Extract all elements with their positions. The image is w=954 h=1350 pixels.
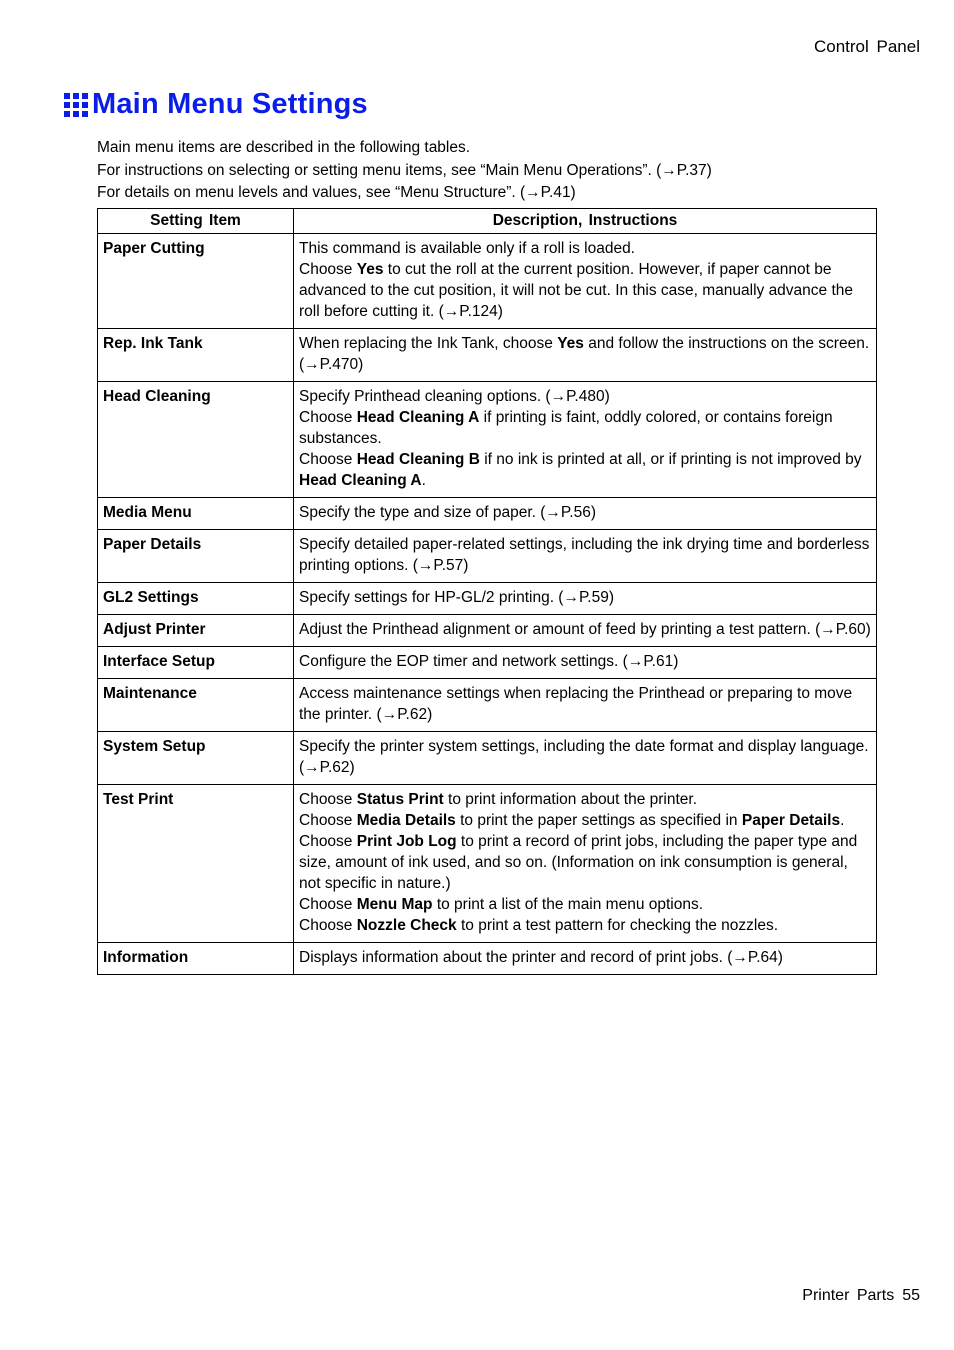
table-row xyxy=(98,943,877,975)
description-text: to print a list of the main menu options. xyxy=(432,896,704,913)
table-body xyxy=(98,234,877,975)
table-row xyxy=(98,530,877,583)
description-line xyxy=(299,683,871,725)
description-line xyxy=(299,407,871,449)
description-emphasis: Nozzle Check xyxy=(356,917,457,934)
description-cell xyxy=(294,329,877,382)
description-text: Choose xyxy=(299,833,357,850)
description-text: This command is available only if a roll is loaded. xyxy=(299,240,635,257)
description-text: if no ink is printed at all, or if printing is not improved by xyxy=(479,451,862,468)
footer-section: Printer Parts xyxy=(802,1287,895,1304)
table-row xyxy=(98,647,877,679)
description-line xyxy=(299,789,871,810)
description-text: Choose xyxy=(299,917,357,934)
setting-item-cell xyxy=(98,234,294,329)
description-text: . xyxy=(840,812,845,829)
page-title-block xyxy=(64,88,368,121)
page-title: Main Menu Settings xyxy=(92,88,368,120)
description-text: Choose xyxy=(299,409,357,426)
description-line xyxy=(299,810,871,831)
setting-item-cell xyxy=(98,329,294,382)
description-emphasis: Status Print xyxy=(356,791,444,808)
setting-item-cell xyxy=(98,647,294,679)
intro-line: Main menu items are described in the following tables. xyxy=(97,139,471,156)
intro-line: For details on menu levels and values, see “Menu Structure”. (→P.41) xyxy=(97,184,576,201)
table-row xyxy=(98,732,877,785)
setting-item-cell xyxy=(98,679,294,732)
setting-item-name: Adjust Printer xyxy=(103,621,206,638)
running-header: Control Panel xyxy=(813,37,920,56)
description-cell xyxy=(294,615,877,647)
setting-item-name: Head Cleaning xyxy=(103,388,211,405)
description-cell xyxy=(294,382,877,498)
description-text: Choose xyxy=(299,451,357,468)
description-line xyxy=(299,915,871,936)
table-row xyxy=(98,234,877,329)
table-row xyxy=(98,583,877,615)
page-number: 55 xyxy=(902,1287,920,1304)
setting-item-name: Test Print xyxy=(103,791,174,808)
description-line xyxy=(299,259,871,322)
description-cell xyxy=(294,943,877,975)
description-cell xyxy=(294,234,877,329)
description-text: Choose xyxy=(299,812,357,829)
description-line xyxy=(299,831,871,894)
setting-item-name: Media Menu xyxy=(103,504,192,521)
description-line xyxy=(299,502,871,523)
description-text: to print the paper settings as specified in xyxy=(455,812,742,829)
description-emphasis: Yes xyxy=(557,335,584,352)
column-header-setting-item: Setting Item xyxy=(98,209,294,234)
description-emphasis: Paper Details xyxy=(741,812,841,829)
description-text: to print a test pattern for checking the nozzles. xyxy=(456,917,779,934)
setting-item-name: Maintenance xyxy=(103,685,197,702)
description-text: Choose xyxy=(299,896,357,913)
description-text: Specify the type and size of paper. (→P.56) xyxy=(299,504,596,521)
description-cell xyxy=(294,732,877,785)
description-text: Specify Printhead cleaning options. (→P.480) xyxy=(299,388,610,405)
setting-item-cell xyxy=(98,943,294,975)
description-text: When replacing the Ink Tank, choose xyxy=(299,335,558,352)
description-line xyxy=(299,619,871,640)
description-text: Adjust the Printhead alignment or amount of feed by printing a test pattern. (→P.60) xyxy=(299,621,871,638)
description-cell xyxy=(294,647,877,679)
description-text: and follow the instructions on the screen. (→P.470) xyxy=(299,335,870,373)
setting-item-cell xyxy=(98,615,294,647)
description-line xyxy=(299,651,871,672)
setting-item-cell xyxy=(98,530,294,583)
description-emphasis: Print Job Log xyxy=(356,833,457,850)
description-line xyxy=(299,333,871,375)
setting-item-name: Rep. Ink Tank xyxy=(103,335,203,352)
setting-item-name: Paper Details xyxy=(103,536,202,553)
description-text: to cut the roll at the current position. However, if paper cannot be advanced to the cut position, it will not be cut. In this case, manually advance the roll before cutting it. (→P.124) xyxy=(299,261,854,320)
description-text: Specify the printer system settings, including the date format and display language. (→P.62) xyxy=(299,738,869,776)
setting-item-name: Interface Setup xyxy=(103,653,215,670)
description-emphasis: Head Cleaning A xyxy=(299,472,422,489)
description-emphasis: Media Details xyxy=(356,812,456,829)
description-cell xyxy=(294,498,877,530)
description-line xyxy=(299,534,871,576)
description-text: Configure the EOP timer and network settings. (→P.61) xyxy=(299,653,679,670)
description-line xyxy=(299,238,871,259)
table-row xyxy=(98,498,877,530)
setting-item-cell xyxy=(98,583,294,615)
table-row xyxy=(98,615,877,647)
table-row xyxy=(98,382,877,498)
description-line xyxy=(299,947,871,968)
grid-icon xyxy=(64,93,88,117)
table-row xyxy=(98,785,877,943)
setting-item-cell xyxy=(98,382,294,498)
table-header-row xyxy=(98,209,877,234)
description-text: Specify settings for HP-GL/2 printing. (→P.59) xyxy=(299,589,615,606)
description-text: if printing is faint, oddly colored, or contains foreign substances. xyxy=(299,409,833,447)
description-emphasis: Head Cleaning B xyxy=(356,451,480,468)
intro-text xyxy=(97,137,712,205)
description-cell xyxy=(294,785,877,943)
setting-item-cell xyxy=(98,498,294,530)
description-line xyxy=(299,386,871,407)
setting-item-name: GL2 Settings xyxy=(103,589,199,606)
description-line xyxy=(299,736,871,778)
description-emphasis: Head Cleaning A xyxy=(356,409,480,426)
description-text: to print a record of print jobs, including the paper type and size, amount of ink used, and so on. (Information on ink consumption is general, not specific in nature.) xyxy=(299,833,858,892)
setting-item-cell xyxy=(98,785,294,943)
setting-item-name: System Setup xyxy=(103,738,206,755)
intro-line: For instructions on selecting or setting menu items, see “Main Menu Operations”. (→P.37) xyxy=(97,161,712,179)
description-text: . xyxy=(421,472,426,489)
table-row xyxy=(98,329,877,382)
description-text: Specify detailed paper-related settings, including the ink drying time and borderless printing options. (→P.57) xyxy=(299,536,870,574)
description-emphasis: Menu Map xyxy=(356,896,433,913)
page-footer xyxy=(802,1287,920,1305)
description-text: to print information about the printer. xyxy=(443,791,698,808)
description-cell xyxy=(294,530,877,583)
description-line xyxy=(299,449,871,491)
description-line xyxy=(299,894,871,915)
column-header-description: Description, Instructions xyxy=(294,209,877,234)
description-text: Displays information about the printer and record of print jobs. (→P.64) xyxy=(299,949,783,966)
table-row xyxy=(98,679,877,732)
description-text: Choose xyxy=(299,261,357,278)
description-text: Access maintenance settings when replacing the Printhead or preparing to move the printer. (→P.62) xyxy=(299,685,853,723)
description-line xyxy=(299,587,871,608)
setting-item-cell xyxy=(98,732,294,785)
main-menu-settings-table xyxy=(97,208,877,975)
setting-item-name: Information xyxy=(103,949,189,966)
description-emphasis: Yes xyxy=(356,261,384,278)
description-cell xyxy=(294,583,877,615)
setting-item-name: Paper Cutting xyxy=(103,240,205,257)
description-cell xyxy=(294,679,877,732)
description-text: Choose xyxy=(299,791,357,808)
